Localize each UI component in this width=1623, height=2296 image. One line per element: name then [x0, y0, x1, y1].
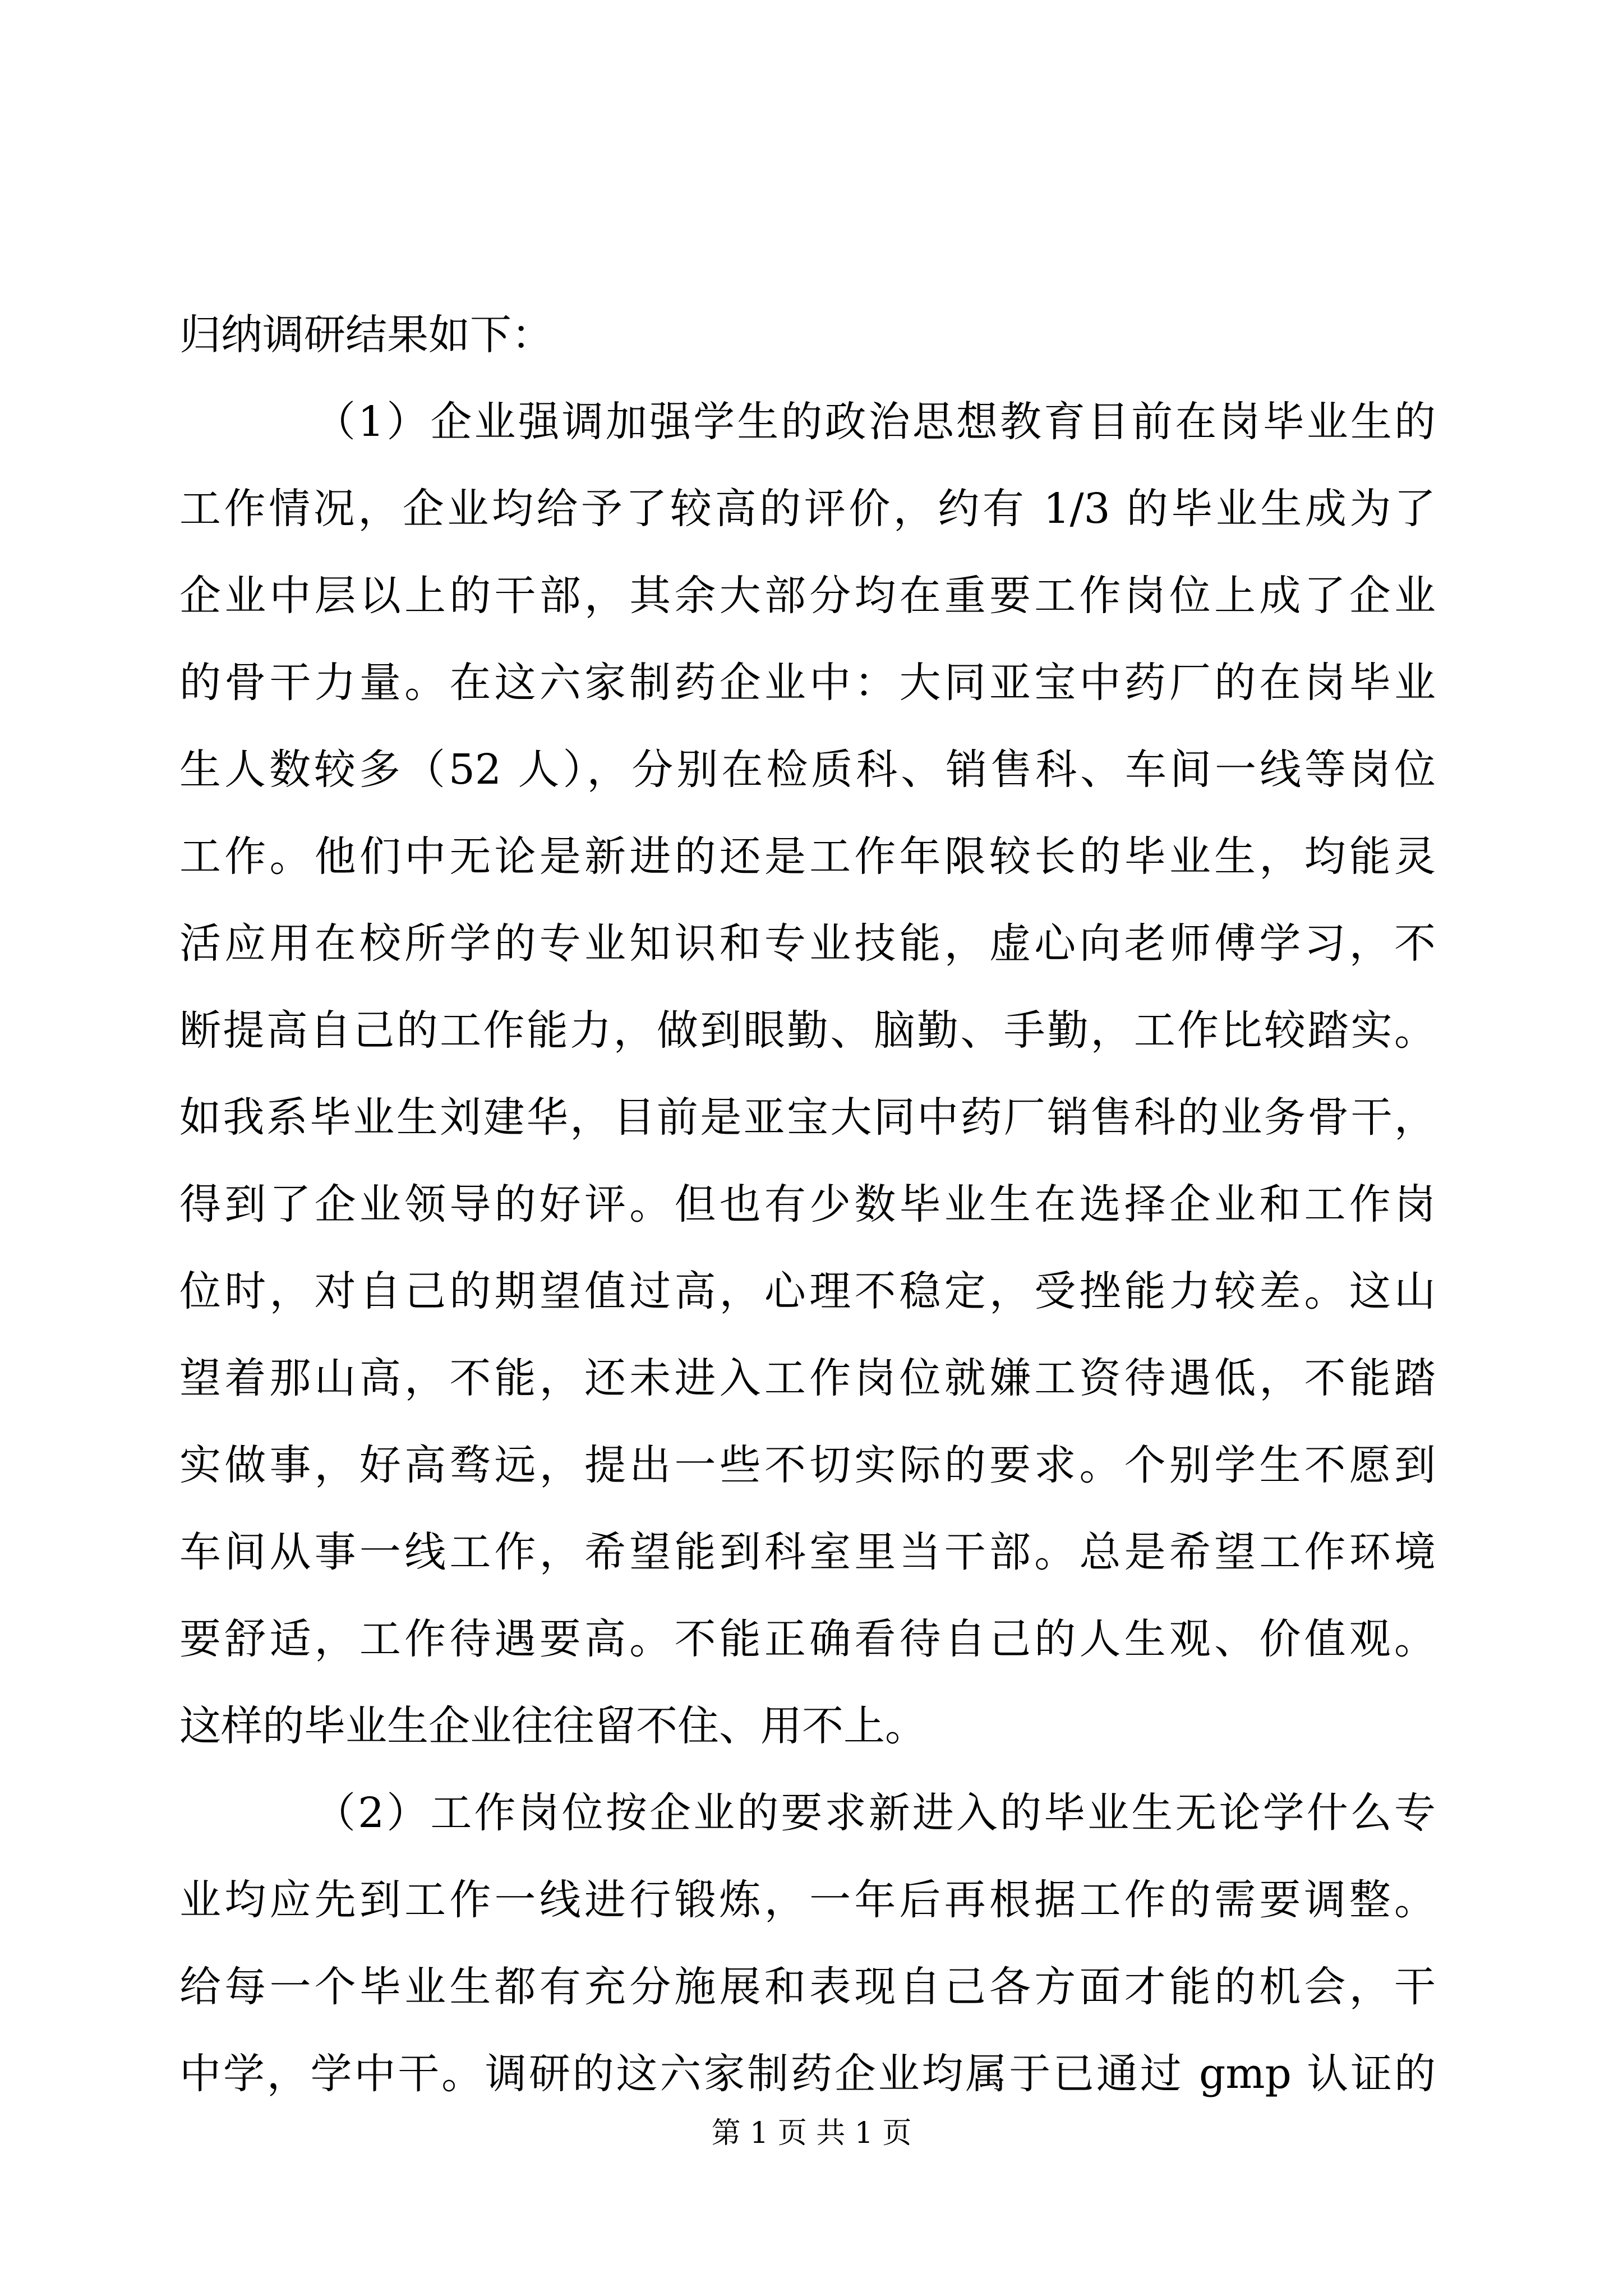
- text-line: 中学，学中干。调研的这六家制药企业均属于已通过 gmp 认证的: [179, 2050, 1436, 2098]
- paragraph-2-start: （2）工作岗位按企业的要求新进入的毕业生无论学什么专: [314, 1789, 1436, 1837]
- text-line: 给每一个毕业生都有充分施展和表现自己各方面才能的机会，干: [179, 1963, 1436, 2011]
- text-line: 得到了企业领导的好评。但也有少数毕业生在选择企业和工作岗: [179, 1180, 1436, 1228]
- text-line: 企业中层以上的干部，其余大部分均在重要工作岗位上成了企业: [179, 572, 1436, 620]
- text-line: 活应用在校所学的专业知识和专业技能，虚心向老师傅学习，不: [179, 919, 1436, 968]
- text-line: 要舒适，工作待遇要高。不能正确看待自己的人生观、价值观。: [179, 1615, 1436, 1663]
- text-line: 实做事，好高骛远，提出一些不切实际的要求。个别学生不愿到: [179, 1441, 1436, 1489]
- text-line: 断提高自己的工作能力，做到眼勤、脑勤、手勤，工作比较踏实。: [179, 1006, 1436, 1055]
- text-line: 生人数较多（52 人），分别在检质科、销售科、车间一线等岗位: [179, 746, 1436, 794]
- text-line: 业均应先到工作一线进行锻炼，一年后再根据工作的需要调整。: [179, 1876, 1436, 1924]
- text-line: 如我系毕业生刘建华，目前是亚宝大同中药厂销售科的业务骨干，: [179, 1093, 1436, 1142]
- text-line: 车间从事一线工作，希望能到科室里当干部。总是希望工作环境: [179, 1528, 1436, 1576]
- page-footer: 第 1 页 共 1 页: [711, 2116, 912, 2150]
- document-body: [179, 292, 1436, 2118]
- paragraph-1-start: （1）企业强调加强学生的政治思想教育目前在岗毕业生的: [314, 398, 1436, 446]
- text-line: 这样的毕业生企业往往留不住、用不上。: [179, 1702, 926, 1750]
- text-line: 望着那山高，不能，还未进入工作岗位就嫌工资待遇低，不能踏: [179, 1354, 1436, 1402]
- text-line: 位时，对自己的期望值过高，心理不稳定，受挫能力较差。这山: [179, 1267, 1436, 1315]
- text-line: 工作情况，企业均给予了较高的评价，约有 1/3 的毕业生成为了: [179, 485, 1436, 533]
- text-line: 工作。他们中无论是新进的还是工作年限较长的毕业生，均能灵: [179, 832, 1436, 881]
- text-line: 归纳调研结果如下：: [179, 311, 553, 359]
- text-line: 的骨干力量。在这六家制药企业中：大同亚宝中药厂的在岗毕业: [179, 659, 1436, 707]
